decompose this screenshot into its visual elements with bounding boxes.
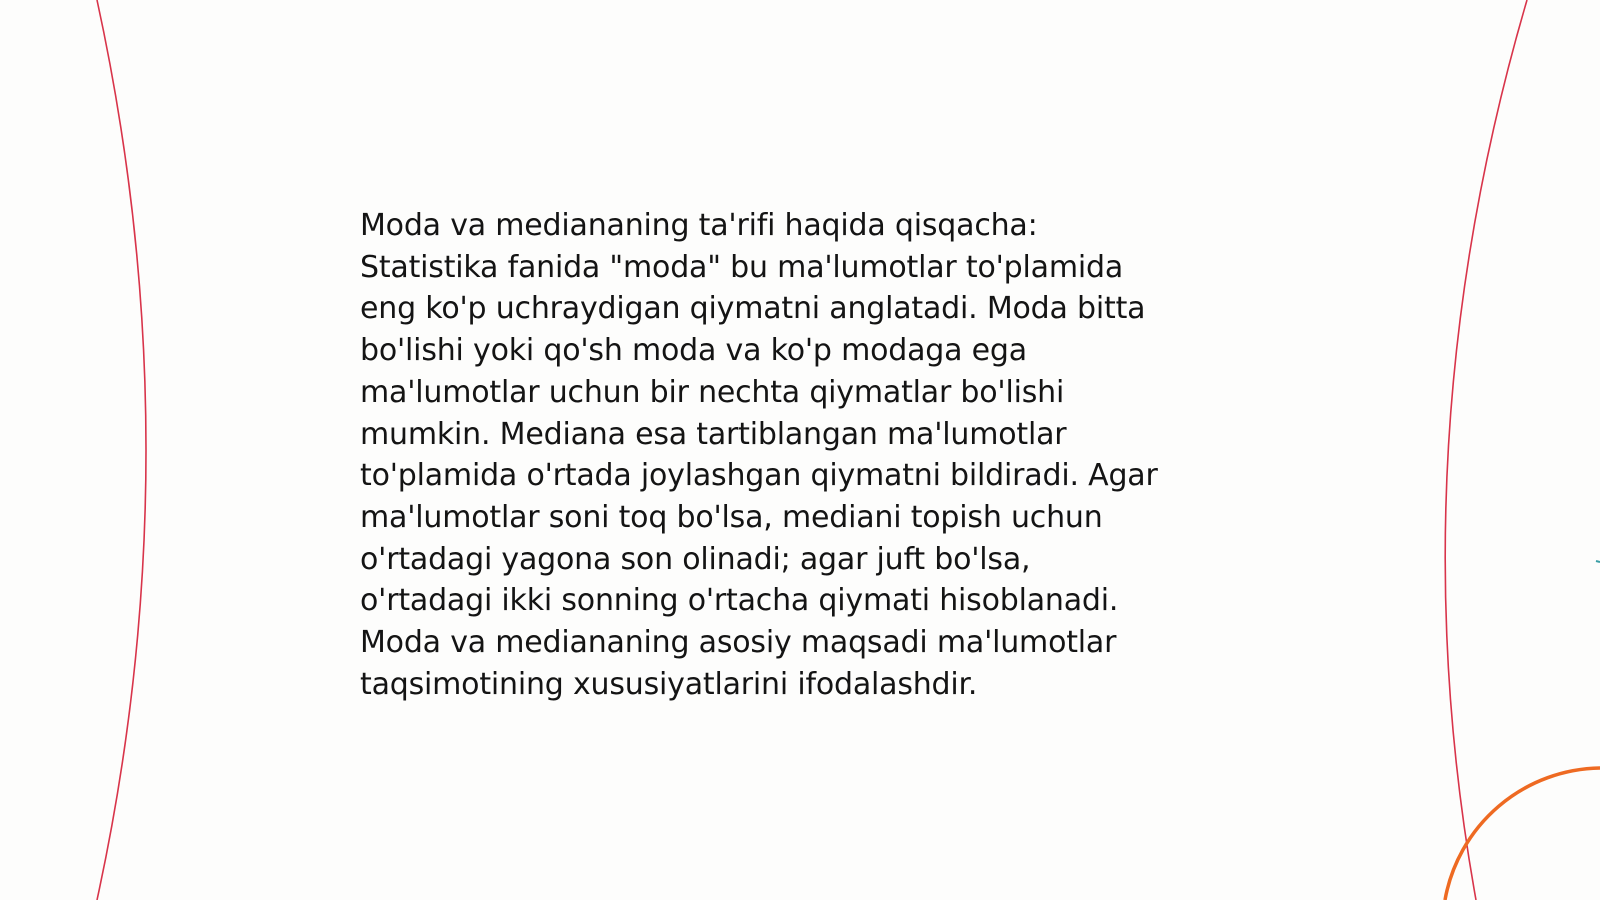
paragraph-line: ma'lumotlar uchun bir nechta qiymatlar bo'lishi [360,374,1065,410]
paragraph-line: o'rtadagi yagona son olinadi; agar juft bo'lsa, [360,541,1031,577]
paragraph-line: mumkin. Mediana esa tartiblangan ma'lumotlar [360,416,1067,452]
right-red-arc [1445,0,1527,900]
paragraph-line: o'rtadagi ikki sonning o'rtacha qiymati hisoblanadi. [360,583,1119,619]
paragraph-line: eng ko'p uchraydigan qiymatni anglatadi. Moda bitta [360,291,1146,327]
definition-paragraph [360,205,1240,705]
paragraph-line: ma'lumotlar soni toq bo'lsa, mediani topish uchun [360,499,1103,535]
paragraph-line: taqsimotining xususiyatlarini ifodalashdir. [360,666,978,702]
paragraph-line: Moda va mediananing asosiy maqsadi ma'lumotlar [360,625,1117,661]
left-red-arc [97,0,146,900]
paragraph-line: Moda va mediananing ta'rifi haqida qisqacha: [360,208,1038,243]
orange-circle-arc [1445,768,1600,900]
paragraph-line: bo'lishi yoki qo'sh moda va ko'p modaga ega [360,333,1027,369]
teal-accent-mark [1596,561,1600,562]
paragraph-line: to'plamida o'rtada joylashgan qiymatni bildiradi. Agar [360,458,1158,494]
paragraph-line: Statistika fanida "moda" bu ma'lumotlar to'plamida [360,249,1124,285]
